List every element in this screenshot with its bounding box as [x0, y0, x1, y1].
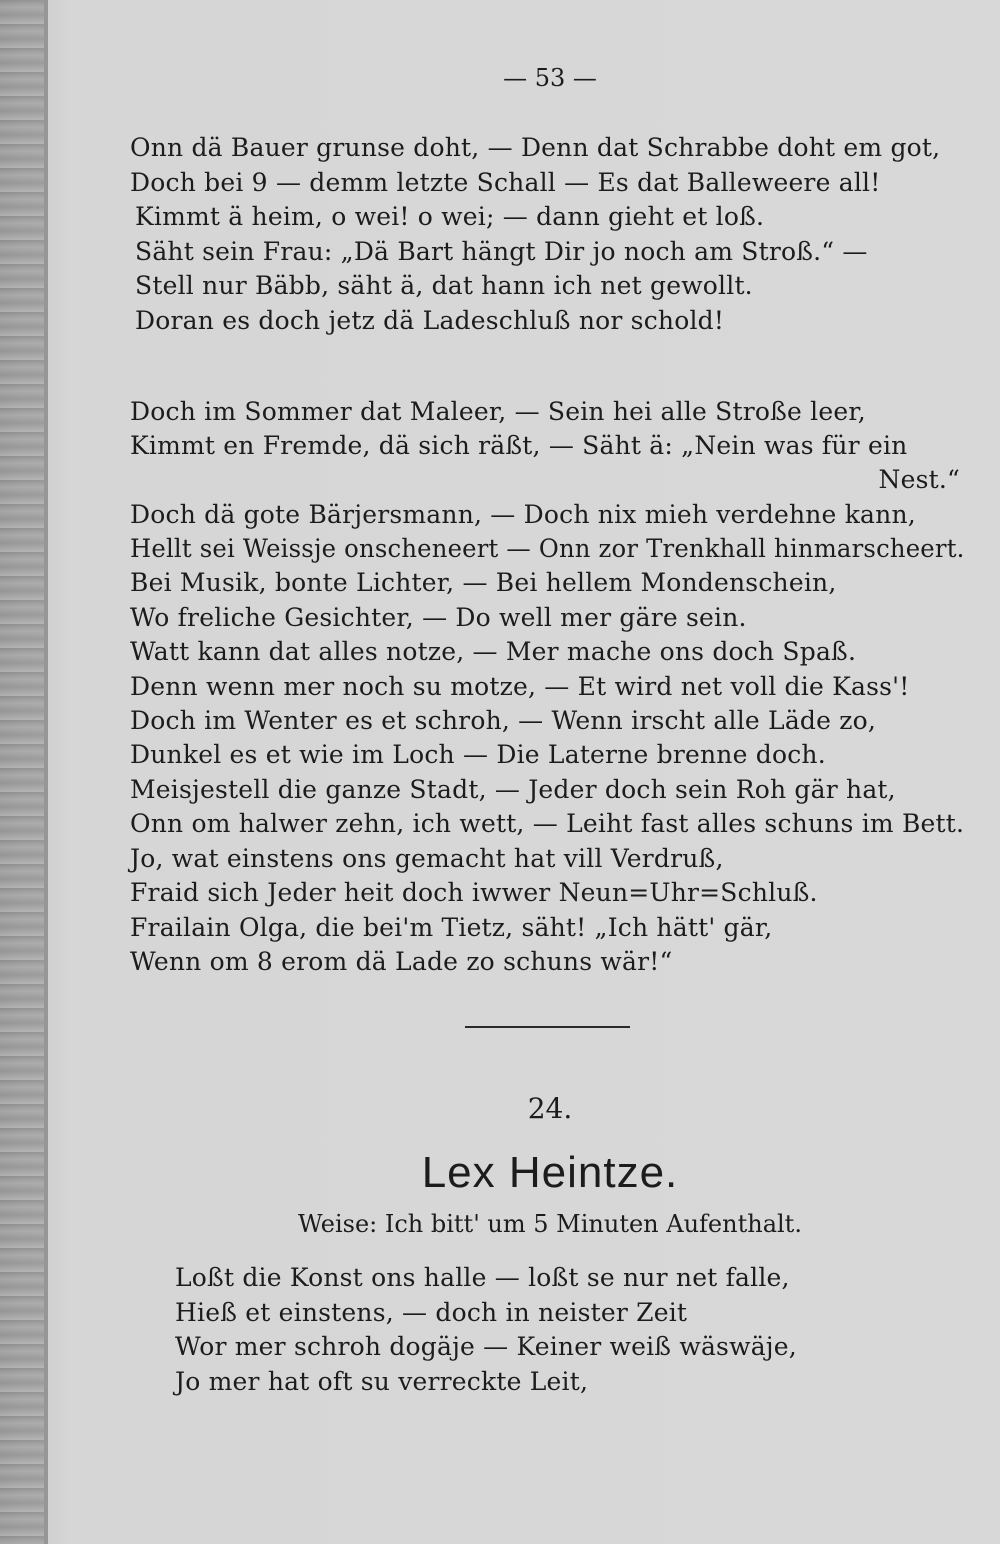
verse-line: Doran es doch jetz dä Ladeschluß nor schold! [135, 306, 725, 335]
verse-line: Hellt sei Weissje onscheneert — Onn zor Trenkhall hinmarscheert. [130, 534, 965, 563]
verse-line: Doch im Sommer dat Maleer, — Sein hei alle Stroße leer, [130, 397, 866, 426]
song-title: Lex Heintze. [421, 1148, 679, 1197]
verse-line: Stell nur Bäbb, säht ä, dat hann ich net gewollt. [135, 271, 753, 300]
verse-line: Säht sein Frau: „Dä Bart hängt Dir jo noch am Stroß.“ — [135, 237, 868, 266]
verse-line: Dunkel es et wie im Loch — Die Laterne brenne doch. [130, 740, 826, 769]
verse-line: Wenn om 8 erom dä Lade zo schuns wär!“ [130, 947, 673, 976]
verse-line: Doch dä gote Bärjersmann, — Doch nix mieh verdehne kann, [130, 500, 916, 529]
page-number: — 53 — [503, 64, 597, 92]
verse-line: Onn om halwer zehn, ich wett, — Leiht fast alles schuns im Bett. [130, 809, 965, 838]
book-spine [0, 0, 44, 1544]
verse-line: Bei Musik, bonte Lichter, — Bei hellem Mondenschein, [130, 568, 837, 597]
verse-line: Fraid sich Jeder heit doch iwwer Neun=Uhr=Schluß. [130, 878, 818, 907]
verse-line: Kimmt en Fremde, dä sich räßt, — Säht ä: „Nein was für ein [130, 431, 908, 460]
verse-line: Jo mer hat oft su verreckte Leit, [175, 1367, 589, 1396]
verse-line: Watt kann dat alles notze, — Mer mache ons doch Spaß. [130, 637, 857, 666]
verse-line: Doch bei 9 — demm letzte Schall — Es dat Balleweere all! [130, 168, 881, 197]
verse-line: Jo, wat einstens ons gemacht hat vill Verdruß, [130, 844, 724, 873]
spine-edge [44, 0, 48, 1544]
verse-line: Frailain Olga, die bei'm Tietz, säht! „Ich hätt' gär, [130, 913, 773, 942]
verse-line: Onn dä Bauer grunse doht, — Denn dat Schrabbe doht em got, [130, 133, 941, 162]
verse-line: Meisjestell die ganze Stadt, — Jeder doch sein Roh gär hat, [130, 775, 896, 804]
verse-line: Hieß et einstens, — doch in neister Zeit [175, 1298, 688, 1327]
verse-line: Wo freliche Gesichter, — Do well mer gäre sein. [130, 603, 747, 632]
song-number: 24. [527, 1092, 573, 1125]
verse-line: Loßt die Konst ons halle — loßt se nur net falle, [175, 1263, 790, 1292]
verse-line: Wor mer schroh dogäje — Keiner weiß wäswäje, [175, 1332, 797, 1361]
verse-line: Doch im Wenter es et schroh, — Wenn irscht alle Läde zo, [130, 706, 877, 735]
verse-line-continuation: Nest.“ [878, 465, 960, 494]
section-divider [465, 1026, 630, 1028]
verse-line: Denn wenn mer noch su motze, — Et wird net voll die Kass'! [130, 672, 910, 701]
verse-line: Kimmt ä heim, o wei! o wei; — dann gieht et loß. [135, 202, 765, 231]
melody-note: Weise: Ich bitt' um 5 Minuten Aufenthalt. [298, 1210, 802, 1238]
